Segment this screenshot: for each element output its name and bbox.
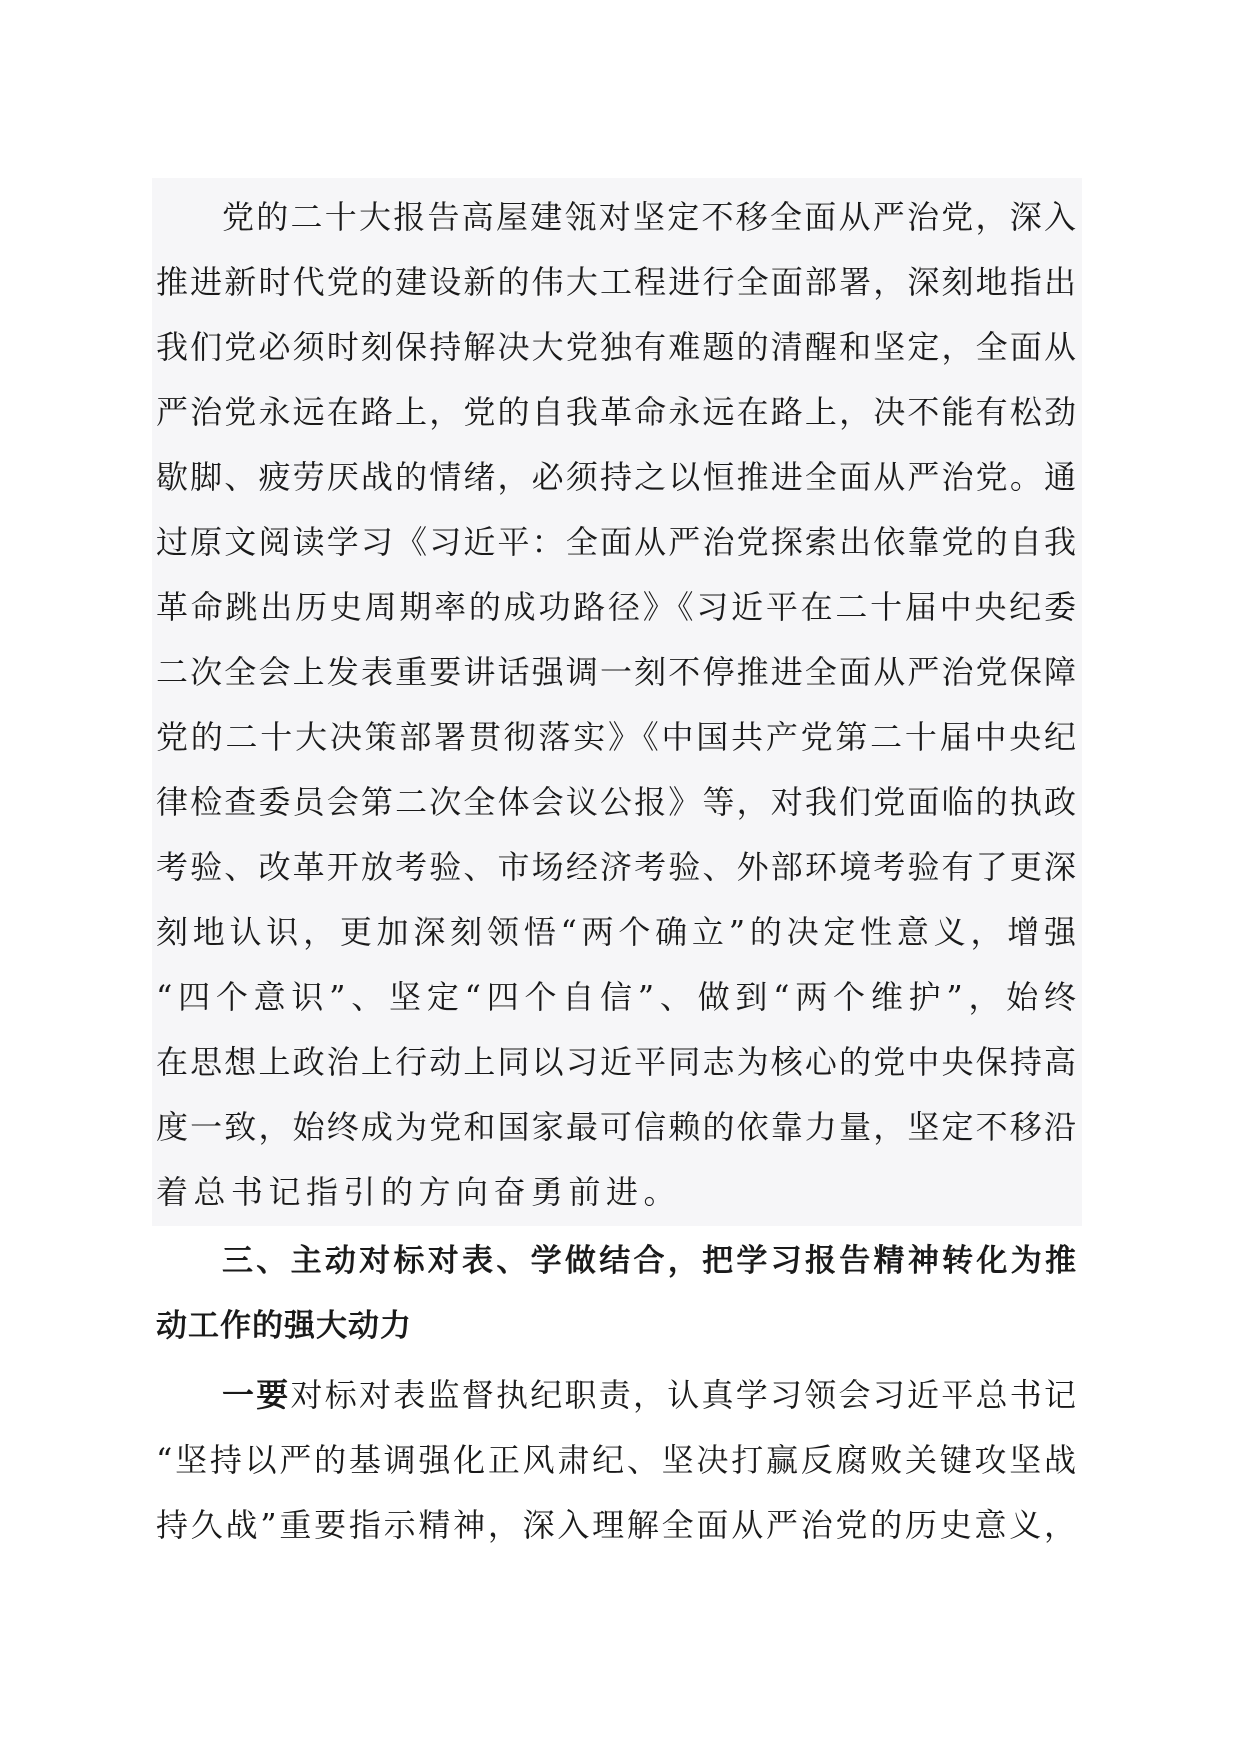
paragraph-line: 持久战”重要指示精神，深入理解全面从严治党的历史意义， xyxy=(156,1506,1076,1544)
paragraph-line: 过原文阅读学习《习近平：全面从严治党探索出依靠党的自我 xyxy=(156,523,1076,561)
paragraph-line: “坚持以严的基调强化正风肃纪、坚决打赢反腐败关键攻坚战 xyxy=(156,1441,1076,1479)
paragraph-line: 二次全会上发表重要讲话强调一刻不停推进全面从严治党保障 xyxy=(156,653,1076,691)
paragraph-line: 推进新时代党的建设新的伟大工程进行全面部署，深刻地指出 xyxy=(156,263,1076,301)
paragraph-line: 党的二十大决策部署贯彻落实》《中国共产党第二十届中央纪 xyxy=(156,718,1076,756)
paragraph-line: 度一致，始终成为党和国家最可信赖的依靠力量，坚定不移沿 xyxy=(156,1108,1076,1146)
paragraph-line xyxy=(222,1362,1076,1428)
heading-line: 动工作的强大动力 xyxy=(156,1308,412,1344)
paragraph-line-text: 对标对表监督执纪职责，认真学习领会习近平总书记 xyxy=(290,1376,1076,1414)
bold-lead-text: 一要 xyxy=(222,1376,291,1414)
heading-line: 三、主动对标对表、学做结合，把学习报告精神转化为推 xyxy=(222,1243,1076,1279)
paragraph-line: 革命跳出历史周期率的成功路径》《习近平在二十届中央纪委 xyxy=(156,588,1076,626)
paragraph-line: 律检查委员会第二次全体会议公报》等，对我们党面临的执政 xyxy=(156,783,1076,821)
paragraph-line: 考验、改革开放考验、市场经济考验、外部环境考验有了更深 xyxy=(156,848,1076,886)
paragraph-line: 我们党必须时刻保持解决大党独有难题的清醒和坚定，全面从 xyxy=(156,328,1076,366)
paragraph-line: 歇脚、疲劳厌战的情绪，必须持之以恒推进全面从严治党。通 xyxy=(156,458,1076,496)
paragraph-line: 刻地认识，更加深刻领悟“两个确立”的决定性意义，增强 xyxy=(156,913,1076,951)
paragraph-line: 严治党永远在路上，党的自我革命永远在路上，决不能有松劲 xyxy=(156,393,1076,431)
paragraph-line: 着总书记指引的方向奋勇前进。 xyxy=(156,1173,682,1211)
paragraph-line: 在思想上政治上行动上同以习近平同志为核心的党中央保持高 xyxy=(156,1043,1076,1081)
paragraph-line: 党的二十大报告高屋建瓴对坚定不移全面从严治党，深入 xyxy=(222,198,1076,236)
paragraph-line: “四个意识”、坚定“四个自信”、做到“两个维护”，始终 xyxy=(156,978,1076,1016)
